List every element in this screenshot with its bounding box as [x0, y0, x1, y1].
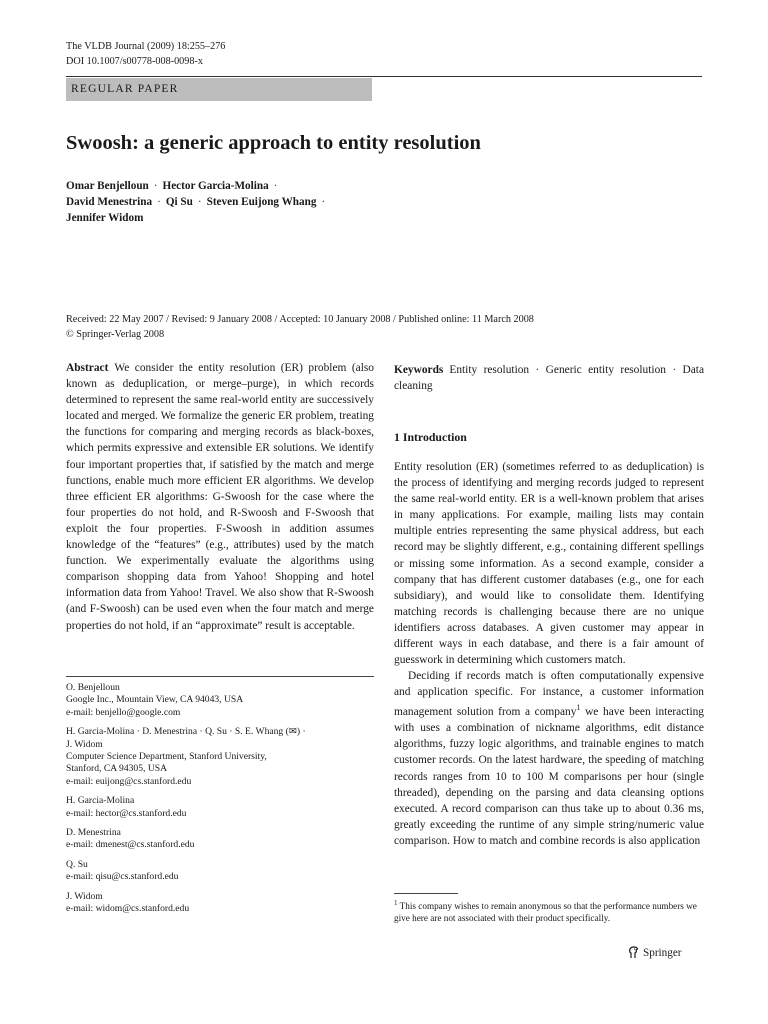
author-separator: · — [153, 180, 158, 192]
abstract-text: We consider the entity resolution (ER) problem (also known as deduplication, or merge–purge), in which records determined to represent the same real-world entity are successively located and merged. We formalize the generic ER problem, treating the functions for comparing and merging records as black-boxes, which permits expressive and extensible ER solutions. We identify four important properties that, if satisfied by the match and merge functions, enable much more efficient ER algorithms. We develop three efficient ER algorithms: G-Swoosh for the case where the four properties do not hold, and R-Swoosh and F-Swoosh that exploit the four properties. F-Swoosh in addition assumes knowledge of the “features” (e.g., attributes) used by the match function. We experimentally evaluate the algorithms using comparison shopping data from Yahoo! Shopping and hotel information data from Yahoo! Travel. We also show that R-Swoosh (and F-Swoosh) can be used even when the four match and merge properties do not hold, if an “approximate” result is acceptable. — [66, 362, 374, 632]
footnote-mark: 1 — [394, 899, 398, 907]
affiliation-line: e-mail: hector@cs.stanford.edu — [66, 807, 187, 819]
footnote-text: This company wishes to remain anonymous so that the performance numbers we give here are not associated with their product specifically. — [394, 901, 697, 924]
introduction-body — [394, 459, 704, 849]
affiliation-block — [66, 891, 374, 916]
affiliation-block — [66, 827, 374, 852]
affiliation-line: e-mail: benjello@google.com — [66, 706, 181, 718]
affiliation-line: Computer Science Department, Stanford University, — [66, 751, 267, 763]
affiliation-block — [66, 859, 374, 884]
springer-horse-icon — [628, 946, 639, 959]
publication-history — [66, 313, 534, 342]
author-name: Hector Garcia-Molina — [162, 180, 269, 192]
author-name: Steven Euijong Whang — [206, 196, 317, 208]
affiliation-line: J. Widom — [66, 890, 103, 902]
affiliation-line: D. Menestrina — [66, 827, 121, 839]
footnote-rule — [394, 893, 458, 894]
affiliation-line: e-mail: dmenest@cs.stanford.edu — [66, 839, 195, 851]
affiliations — [66, 682, 374, 923]
affiliation-line: J. Widom — [66, 738, 103, 750]
publisher-name: Springer — [643, 946, 682, 959]
journal-header — [66, 40, 225, 69]
publisher-mark — [628, 946, 682, 959]
history-dates: Received: 22 May 2007 / Revised: 9 January 2008 / Accepted: 10 January 2008 / Published online: 11 March 2008 — [66, 314, 534, 325]
author-list — [66, 178, 330, 226]
author-name: David Menestrina — [66, 196, 153, 208]
affiliation-line: Q. Su — [66, 858, 88, 870]
affiliation-block — [66, 795, 374, 820]
author-name: Jennifer Widom — [66, 212, 144, 224]
keywords-heading: Keywords — [394, 364, 444, 376]
author-separator: · — [321, 196, 326, 208]
intro-paragraph-1: Entity resolution (ER) (sometimes referred to as deduplication) is the process of identifying and merging records judged to represent the same real-world entity. ER is a well-known problem that arises in many applications. For example, mailing lists may contain multiple entries representing the same physical address, but each record may be slightly different, e.g., containing different spellings or missing some information. As a second example, consider a company that has different customer databases (e.g., one for each subsidiary), and would like to consolidate them. Identifying matching records is challenging because there are no unique identifiers across databases. A given customer may appear in different ways in each database, and there is a fair amount of guesswork in determining which customers match. — [394, 461, 704, 667]
header-rule — [66, 76, 702, 77]
affiliation-block — [66, 726, 374, 788]
intro-paragraph-2 — [394, 668, 704, 849]
journal-doi: DOI 10.1007/s00778-008-0098-x — [66, 55, 203, 67]
affiliation-line: H. Garcia-Molina — [66, 795, 135, 807]
paragraph-text: we have been interacting with uses a combination of nickname algorithms, edit distance algorithms, fuzzy logic algorithms, and trainable engines to match customer records. On the latest hardware, the speeding of matching records ranges from 10 to 100 M comparisons per hour (single threaded), depending on the parsing and data cleansing options executed. A record comparison can thus take up to about 0.36 ms, greatly exceeding the runtime of any simple string/numeric value comparison. How to match and combine records is also application — [394, 706, 704, 847]
paper-type-band: REGULAR PAPER — [66, 78, 372, 101]
affiliation-block — [66, 682, 374, 719]
copyright-notice: © Springer-Verlag 2008 — [66, 328, 165, 340]
abstract — [66, 360, 374, 634]
author-separator: · — [273, 180, 278, 192]
affiliation-line: e-mail: qisu@cs.stanford.edu — [66, 871, 179, 883]
author-separator: · — [197, 196, 202, 208]
affiliation-line: O. Benjelloun — [66, 682, 120, 693]
affiliation-line: e-mail: euijong@cs.stanford.edu — [66, 775, 192, 787]
footnote — [394, 897, 704, 925]
section-heading: 1 Introduction — [394, 430, 467, 444]
affiliation-line: e-mail: widom@cs.stanford.edu — [66, 903, 190, 915]
paper-title: Swoosh: a generic approach to entity resolution — [66, 132, 481, 154]
author-line-2 — [66, 194, 330, 210]
author-name: Omar Benjelloun — [66, 180, 149, 192]
author-line-3 — [66, 210, 330, 226]
author-separator: · — [157, 196, 161, 208]
author-line-1 — [66, 178, 330, 194]
affiliation-line: Stanford, CA 94305, USA — [66, 763, 168, 775]
author-name: Qi Su — [165, 196, 193, 208]
abstract-heading: Abstract — [66, 362, 109, 374]
keywords-text: Entity resolution · Generic entity resolution · Data cleaning — [394, 364, 704, 393]
keywords — [394, 362, 704, 394]
footnote-reference[interactable]: 1 — [576, 703, 581, 713]
affiliation-line: H. Garcia-Molina · D. Menestrina · Q. Su · S. E. Whang (✉) · — [66, 726, 306, 738]
affiliation-line: Google Inc., Mountain View, CA 94043, USA — [66, 694, 244, 706]
paragraph-text: Deciding if records match is often computationally expensive and application specific. For instance, a customer information management solution from a company — [394, 670, 704, 719]
journal-citation: The VLDB Journal (2009) 18:255–276 — [66, 41, 226, 52]
affiliation-rule — [66, 676, 374, 677]
